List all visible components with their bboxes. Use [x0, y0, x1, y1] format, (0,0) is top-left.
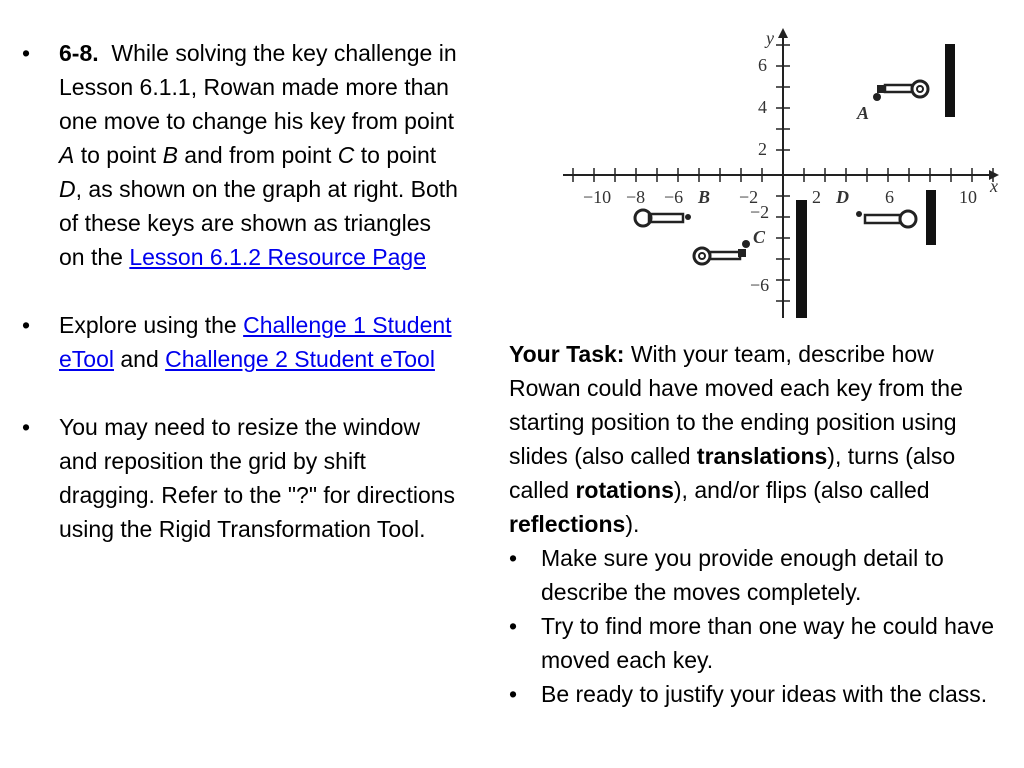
term-rotations: rotations [575, 477, 674, 503]
bullet-marker: • [509, 613, 518, 639]
task-paragraph [509, 337, 1009, 541]
point-b-ref: B [162, 142, 178, 168]
y-tick-label: 6 [758, 55, 767, 75]
bullet-marker: • [22, 312, 31, 338]
point-c-label: C [753, 227, 766, 247]
x-tick-label: −10 [583, 187, 612, 207]
x-tick-label: 6 [885, 187, 894, 207]
point-c-ref: C [337, 142, 355, 168]
y-tick-label: −6 [750, 275, 770, 295]
problem-text: and from point [177, 142, 338, 168]
x-tick-label: −2 [739, 187, 759, 207]
challenge1-etool-link[interactable]: Challenge 1 Student eTool [59, 312, 452, 372]
bullet-marker: • [22, 40, 31, 66]
task-heading: Your Task: [509, 341, 625, 367]
explore-text: Explore using the [59, 312, 244, 338]
task-text: ), and/or flips (also called [673, 477, 930, 503]
key-c-icon [694, 240, 750, 264]
task-text: ), turns (also called [509, 443, 956, 503]
task-bullet-text: Try to find more than one way he could have moved each key. [541, 613, 995, 673]
problem-text: to point [74, 142, 163, 168]
explore-and: and [113, 346, 166, 372]
coordinate-graph [555, 22, 1005, 327]
task-section [509, 337, 1009, 711]
resize-tip-text: You may need to resize the window and reposition the grid by shift dragging. Refer to the "?" for directions using the Rigid Transformation Tool. [59, 414, 456, 542]
point-d-label: D [836, 187, 849, 207]
term-translations: translations [696, 443, 828, 469]
problem-number: 6-8. [59, 40, 99, 66]
y-tick-label: 4 [758, 97, 767, 117]
point-b-label: B [698, 187, 711, 207]
key-b-icon [635, 210, 691, 226]
x-tick-label: 2 [812, 187, 821, 207]
point-a-label: A [857, 103, 870, 123]
mirror-bar-a [945, 44, 955, 117]
key-a-icon [873, 81, 928, 101]
problem-text: While solving the key challenge in Lesson 6.1.1, Rowan made more than one move to change his key from point [59, 40, 457, 134]
term-reflections: reflections [509, 511, 626, 537]
left-column [22, 36, 462, 546]
point-a-ref: A [59, 142, 75, 168]
bullet-marker: • [509, 545, 518, 571]
bullet-marker: • [22, 414, 31, 440]
x-tick-label: −8 [626, 187, 646, 207]
x-axis-label: x [990, 176, 998, 196]
point-d-ref: D [59, 176, 76, 202]
task-bullet [509, 609, 1009, 677]
task-bullet-text: Make sure you provide enough detail to describe the moves completely. [541, 545, 944, 605]
y-tick-label: −2 [750, 202, 770, 222]
bullet-marker: • [509, 681, 518, 707]
problem-text: , as shown on the graph at right. Both of these keys are shown as triangles on the [59, 176, 458, 270]
task-bullet [509, 677, 1009, 711]
mirror-bar-d [926, 190, 936, 245]
resource-page-link[interactable]: Lesson 6.1.2 Resource Page [129, 244, 426, 270]
problem-item [22, 36, 462, 274]
y-tick-label: 2 [758, 139, 767, 159]
challenge2-etool-link[interactable]: Challenge 2 Student eTool [165, 346, 435, 372]
task-bullet-text: Be ready to justify your ideas with the class. [541, 681, 988, 707]
x-tick-label: −6 [664, 187, 684, 207]
y-axis-arrow [778, 28, 788, 38]
task-text: With your team, describe how Rowan could have moved each key from the starting position to the ending position using slides (also called [509, 341, 963, 469]
resize-tip-item [22, 410, 462, 546]
task-bullet [509, 541, 1009, 609]
problem-text: to point [354, 142, 437, 168]
task-text: ). [625, 511, 640, 537]
explore-item [22, 308, 462, 376]
mirror-bar-c [796, 200, 807, 318]
key-d-icon [856, 211, 916, 227]
y-axis-label: y [766, 28, 774, 48]
x-tick-label: 10 [959, 187, 977, 207]
